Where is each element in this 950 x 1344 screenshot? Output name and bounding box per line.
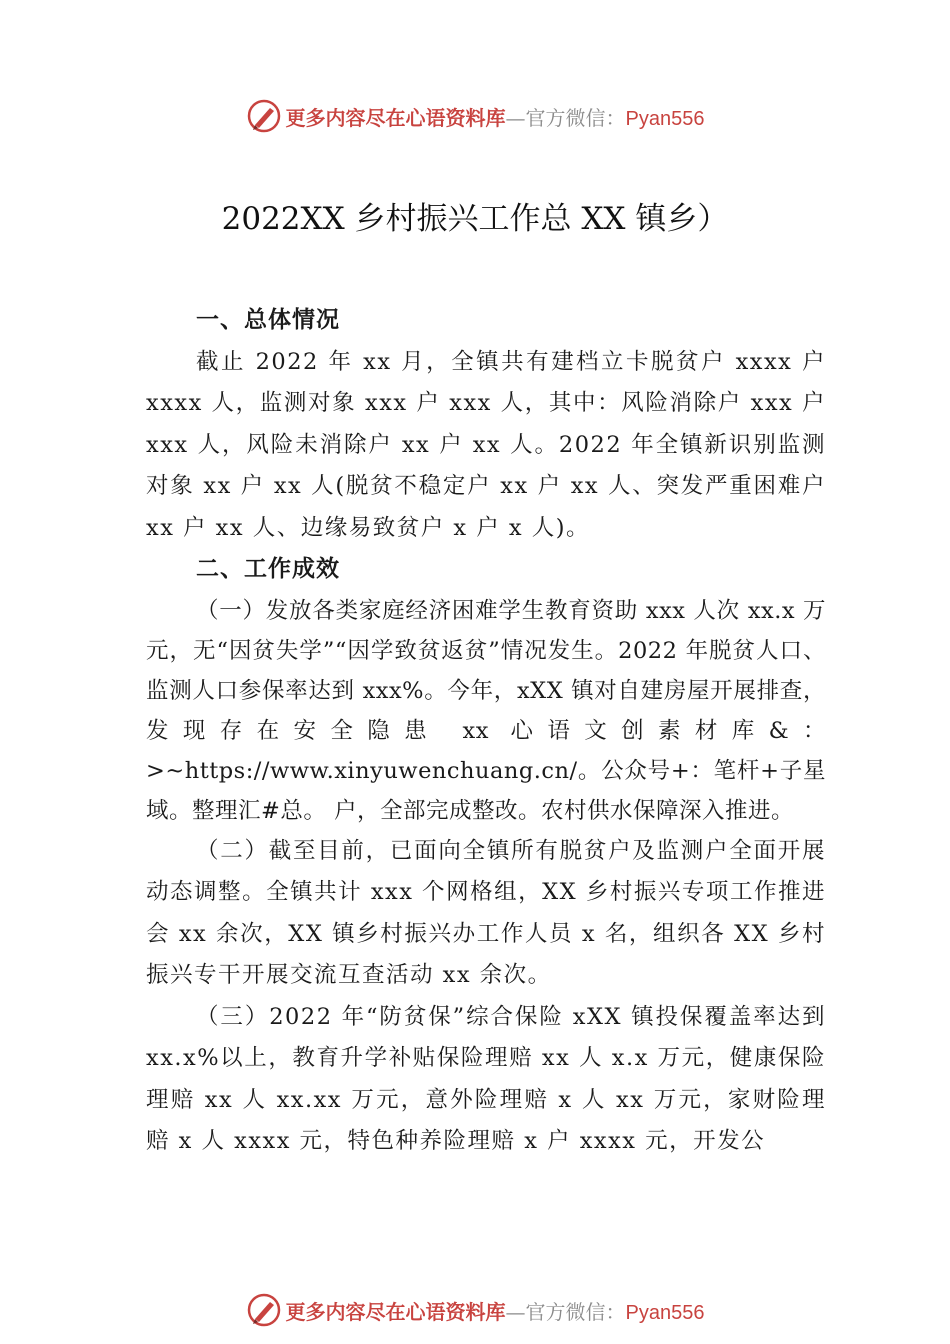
watermark-banner-top bbox=[0, 96, 950, 136]
pen-logo-icon bbox=[246, 1292, 282, 1328]
watermark-text: 更多内容尽在心语资料库—官方微信：Pyan556 bbox=[285, 1299, 705, 1324]
paragraph: （二）截至目前，已面向全镇所有脱贫户及监测户全面开展动态调整。全镇共计 xxx 个网格组，XX 乡村振兴专项工作推进会 xx 余次，XX 镇乡村振兴办工作人员 x 名，组织各 XX 乡村振兴专干开展交流互查活动 xx 余次。 bbox=[146, 837, 826, 988]
paragraph: 截止 2022 年 xx 月，全镇共有建档立卡脱贫户 xxxx 户 xxxx 人，监测对象 xxx 户 xxx 人，其中：风险消除户 xxx 户 xxx 人，风险未消除户 xx 户 xx 人。2022 年全镇新识别监测对象 xx 户 xx 人(脱贫不稳定户 xx 户 xx 人、突发严重困难户 xx 户 xx 人、边缘易致贫户 x 户 x 人)。 bbox=[146, 348, 826, 541]
document-title: 2022XX 乡村振兴工作总 XX 镇乡） bbox=[221, 201, 729, 237]
paragraph: （一）发放各类家庭经济困难学生教育资助 xxx 人次 xx.x 万元，无“因贫失学”“因学致贫返贫”情况发生。2022 年脱贫人口、监测人口参保率达到 xxx%。今年，xXX 镇对自建房屋开展排查，发现存在安全隐患 xx 心语文创素材库&：>~https://www.xinyuwenchuang.cn/。公众号+：笔杆+子星域。整理汇#总。 户，全部完成整改。农村供水保障深入推进。 bbox=[146, 597, 826, 824]
document-body bbox=[146, 300, 826, 1163]
section-heading: 一、总体情况 bbox=[196, 307, 340, 333]
section-heading: 二、工作成效 bbox=[196, 556, 340, 582]
watermark-text: 更多内容尽在心语资料库—官方微信：Pyan556 bbox=[285, 105, 705, 130]
pen-logo-icon bbox=[246, 98, 282, 134]
watermark-banner-bottom bbox=[0, 1290, 950, 1330]
paragraph: （三）2022 年“防贫保”综合保险 xXX 镇投保覆盖率达到 xx.x%以上，教育升学补贴保险理赔 xx 人 x.x 万元，健康保险理赔 xx 人 xx.xx 万元，意外险理赔 x 人 xx 万元，家财险理赔 x 人 xxxx 元，特色种养险理赔 x 户 xxxx 元，开发公 bbox=[146, 1003, 826, 1154]
